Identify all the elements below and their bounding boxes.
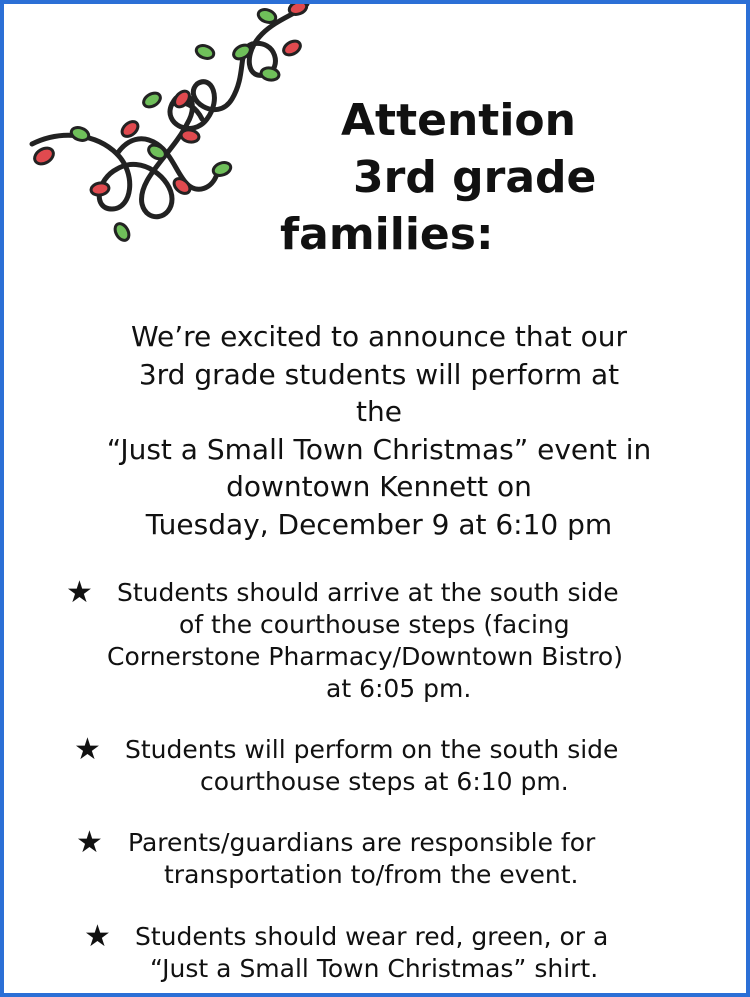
announcement-line: “Just a Small Town Christmas” event in — [106, 432, 652, 466]
bullet-item-transportation — [4, 827, 750, 893]
announcement-line: 3rd grade students will perform at — [138, 357, 620, 391]
bullet-line: Cornerstone Pharmacy/Downtown Bistro) — [107, 642, 623, 671]
star-icon: ★ — [76, 825, 103, 860]
bullet-line: Students should wear red, green, or a — [135, 922, 609, 951]
title-line-3: families: — [280, 209, 494, 260]
announcement-line: the — [356, 395, 402, 428]
bullet-line: “Just a Small Town Christmas” shirt. — [150, 954, 599, 983]
bullet-item-attire — [4, 921, 750, 987]
announcement-line: Tuesday, December 9 at 6:10 pm — [145, 507, 613, 541]
title-line-1: Attention — [341, 95, 576, 146]
bullet-line: at 6:05 pm. — [326, 674, 472, 703]
christmas-lights-icon — [22, 4, 312, 254]
bullet-line: Students will perform on the south side — [125, 735, 619, 764]
announcement-line: downtown Kennett on — [226, 470, 532, 503]
bullet-line: Parents/guardians are responsible for — [128, 828, 596, 857]
announcement-line: We’re excited to announce that our — [130, 320, 627, 353]
bullet-line: courthouse steps at 6:10 pm. — [200, 767, 569, 796]
bullet-line: of the courthouse steps (facing — [179, 610, 570, 639]
star-icon: ★ — [84, 919, 111, 954]
star-icon: ★ — [66, 575, 93, 610]
bullet-line: transportation to/from the event. — [164, 860, 579, 889]
announcement-text — [4, 318, 750, 543]
bullet-item-arrival — [4, 577, 750, 707]
star-icon: ★ — [74, 732, 101, 767]
title-line-2: 3rd grade — [353, 152, 597, 203]
bullet-line: Students should arrive at the south side — [117, 578, 619, 607]
bullet-item-performance — [4, 734, 750, 800]
